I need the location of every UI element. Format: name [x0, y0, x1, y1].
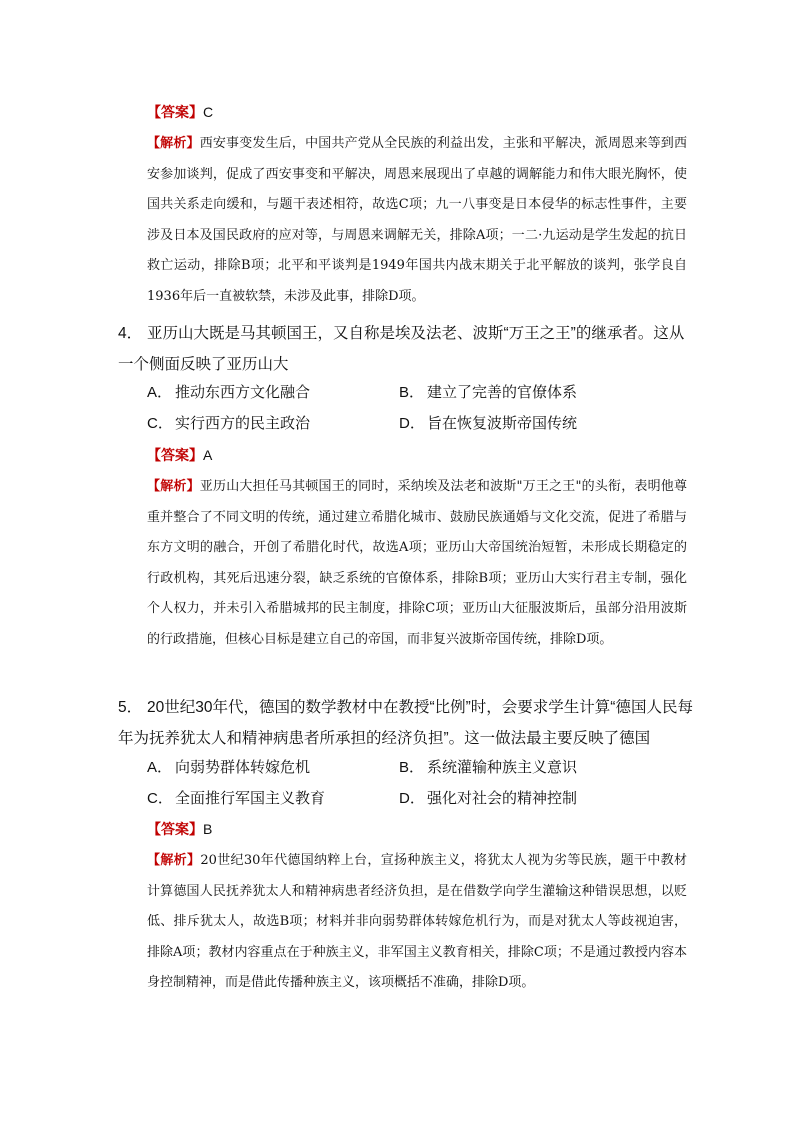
q4-option-d — [399, 413, 577, 435]
q5-stem — [118, 692, 693, 754]
q4-option-c-text: 实行西方的民主政治 — [175, 415, 311, 432]
q4-answer-value: A — [203, 447, 213, 463]
q4-option-d-text: 旨在恢复波斯帝国传统 — [427, 415, 578, 432]
q4-stem — [118, 318, 693, 380]
q3-explanation-text: 西安事变发生后，中国共产党从全民族的利益出发，主张和平解决，派周恩来等到西安参加谈判，促成了西安事变和平解决，周恩来展现出了卓越的调解能力和伟大眼光胸怀，使国共关系走向缓和，与题干表述相符，故选C项；九一八事变是日本侵华的标志性事件，主要涉及日本及国民政府的应对等，与周恩来调解无关，排除A项；一二·九运动是学生发起的抗日救亡运动，排除B项；北平和平谈判是1949年国共内战末期关于北平解放的谈判，张学良自1936年后一直被软禁，未涉及此事，排除D项。 — [147, 136, 687, 304]
q3-explanation-tag: 【解析】 — [147, 136, 200, 151]
q5-answer-tag: 【答案】 — [147, 822, 203, 838]
q5-option-a-text: 向弱势群体转嫁危机 — [175, 759, 311, 776]
q4-option-a-letter: A． — [147, 384, 173, 401]
q4-option-a-text: 推动东西方文化融合 — [175, 384, 311, 401]
q5-option-d — [399, 788, 577, 810]
q3-explanation — [147, 129, 687, 312]
q5-stem-text: 20世纪30年代，德国的数学教材中在教授“比例”时，会要求学生计算“德国人民每年为抚养犹太人和精神病患者所承担的经济负担”。这一做法最主要反映了德国 — [118, 699, 693, 747]
q4-option-b-letter: B． — [399, 384, 425, 401]
q4-option-b-text: 建立了完善的官僚体系 — [427, 384, 578, 401]
q3-answer-tag: 【答案】 — [147, 105, 203, 121]
q4-option-d-letter: D． — [399, 415, 425, 432]
q5-option-c-text: 全面推行军国主义教育 — [175, 790, 326, 807]
q4-explanation — [147, 472, 687, 655]
q4-option-c-letter: C． — [147, 415, 173, 432]
q5-option-a-letter: A． — [147, 759, 173, 776]
q5-option-d-letter: D． — [399, 790, 425, 807]
q4-option-c — [147, 413, 310, 435]
q4-number: 4． — [118, 325, 143, 342]
q5-explanation-tag: 【解析】 — [147, 853, 201, 868]
q4-answer-tag: 【答案】 — [147, 448, 203, 464]
q4-option-b — [399, 382, 577, 404]
q5-option-d-text: 强化对社会的精神控制 — [427, 790, 578, 807]
q5-option-b-text: 系统灌输种族主义意识 — [427, 759, 578, 776]
q4-stem-text: 亚历山大既是马其顿国王，又自称是埃及法老、波斯“万王之王”的继承者。这从一个侧面反映了亚历山大 — [118, 325, 685, 373]
q5-option-b-letter: B． — [399, 759, 425, 776]
q5-option-b — [399, 757, 577, 779]
q3-answer-value: C — [203, 104, 214, 120]
q5-number: 5． — [118, 699, 143, 716]
q5-explanation — [147, 846, 687, 999]
q5-option-a — [147, 757, 310, 779]
q4-explanation-text: 亚历山大担任马其顿国王的同时，采纳埃及法老和波斯"万王之王"的头衔，表明他尊重并整合了不同文明的传统，通过建立希腊化城市、鼓励民族通婚与文化交流，促进了希腊与东方文明的融合，开创了希腊化时代，故选A项；亚历山大帝国统治短暂，未形成长期稳定的行政机构，其死后迅速分裂，缺乏系统的官僚体系，排除B项；亚历山大实行君主专制，强化个人权力，并未引入希腊城邦的民主制度，排除C项；亚历山大征服波斯后，虽部分沿用波斯的行政措施，但核心目标是建立自己的帝国，而非复兴波斯帝国传统，排除D项。 — [147, 479, 687, 647]
q5-option-c — [147, 788, 325, 810]
q4-explanation-tag: 【解析】 — [147, 479, 200, 494]
q3-answer-line — [147, 101, 213, 124]
q5-answer-line — [147, 818, 212, 841]
q5-answer-value: B — [203, 821, 213, 837]
q5-option-c-letter: C． — [147, 790, 173, 807]
q4-answer-line — [147, 444, 212, 467]
q5-explanation-text: 20世纪30年代德国纳粹上台，宣扬种族主义，将犹太人视为劣等民族，题干中教材计算德国人民抚养犹太人和精神病患者经济负担，是在借数学向学生灌输这种错误思想，以贬低、排斥犹太人，故选B项；材料并非向弱势群体转嫁危机行为，而是对犹太人等歧视迫害，排除A项；教材内容重点在于种族主义，非军国主义教育相关，排除C项；不是通过教授内容本身控制精神，而是借此传播种族主义，该项概括不准确，排除D项。 — [147, 853, 687, 990]
q4-option-a — [147, 382, 310, 404]
